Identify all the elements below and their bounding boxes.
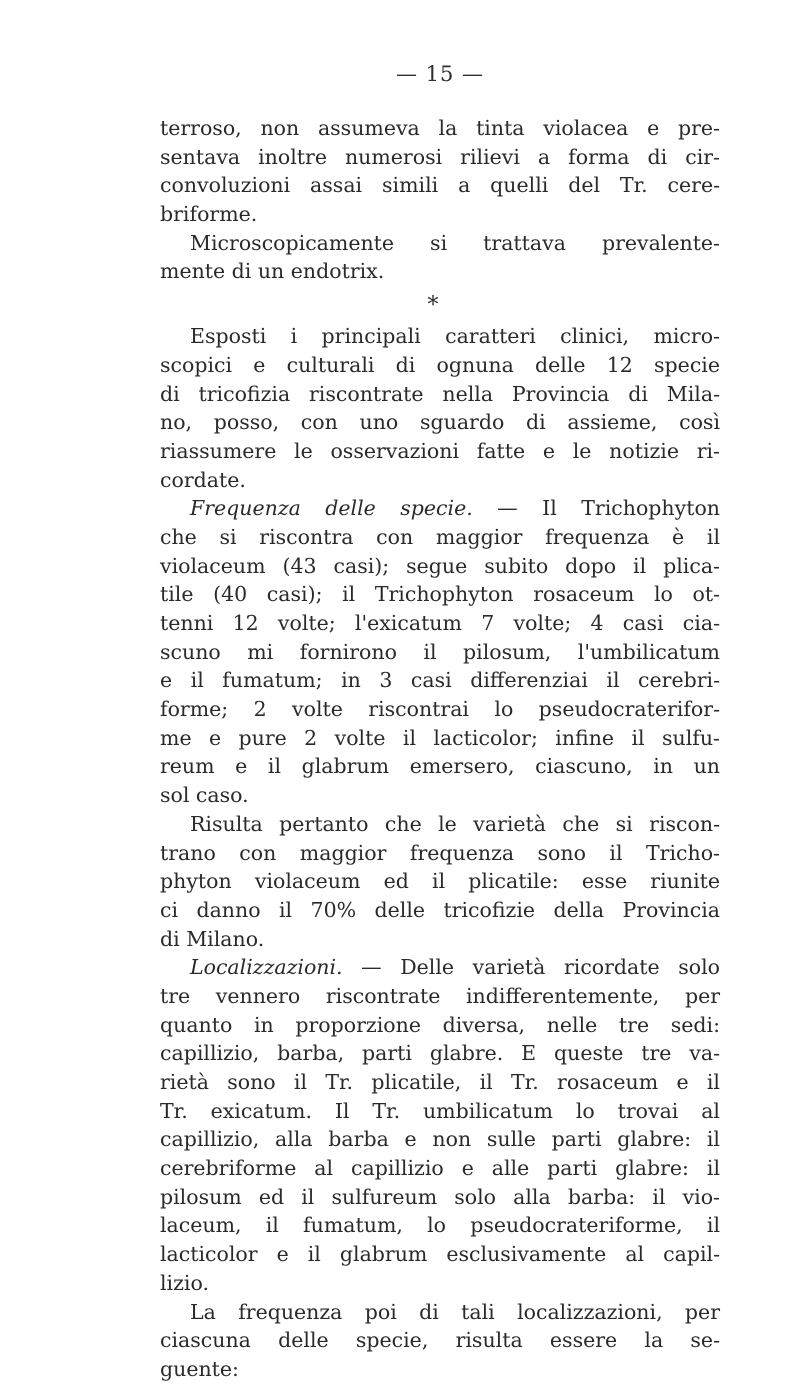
text-line: laceum, il fumatum, lo pseudocrateriforme, il	[160, 1213, 720, 1238]
section-heading-frequenza: Frequenza delle specie.	[190, 496, 473, 521]
text-line: trano con maggior frequenza sono il Tricho-	[160, 840, 720, 865]
text-line: riassumere le osservazioni fatte e le notizie ri-	[160, 438, 720, 463]
text-line: lacticolor e il glabrum esclusivamente al capil-	[160, 1242, 720, 1267]
text-line: lizio.	[160, 1270, 209, 1295]
text-line: convoluzioni assai simili a quelli del Tr. cere-	[160, 173, 720, 198]
text-line: guente:	[160, 1356, 239, 1381]
text-line: pilosum ed il sulfureum solo alla barba: il vio-	[160, 1184, 720, 1209]
paragraph-localizzazioni-first-line	[160, 953, 720, 982]
text-line: di Milano.	[160, 926, 265, 951]
text-line: tenni 12 volte; l'exicatum 7 volte; 4 casi cia-	[160, 611, 720, 635]
text-line: ciascuna delle specie, risulta essere la se-	[160, 1328, 720, 1353]
text-line: cerebriforme al capillizio e alle parti glabre: il	[160, 1156, 720, 1181]
text-line: che si riscontra con maggior frequenza è il	[160, 524, 720, 549]
text-line: ci danno il 70% delle tricofizie della Provincia	[160, 897, 720, 922]
page-number: — 15 —	[395, 62, 485, 86]
text-line: Tr. exicatum. Il Tr. umbilicatum lo trovai al	[160, 1098, 720, 1123]
body-text	[160, 114, 720, 1384]
text-line: forme; 2 volte riscontrai lo pseudocraterifor-	[160, 697, 720, 722]
text-line: Esposti i principali caratteri clinici, micro-	[190, 324, 720, 349]
text-line: violaceum (43 casi); segue subito dopo il plica-	[160, 553, 720, 578]
section-heading-localizzazioni: Localizzazioni.	[190, 955, 343, 980]
text-line: di tricofizia riscontrate nella Provincia di Mila-	[160, 381, 720, 406]
text-line: me e pure 2 volte il lacticolor; infine il sulfu-	[160, 725, 720, 750]
text-line: rietà sono il Tr. plicatile, il Tr. rosaceum e il	[160, 1070, 720, 1094]
text-line: La frequenza poi di tali localizzazioni, per	[190, 1299, 720, 1324]
text-line: phyton violaceum ed il plicatile: esse riunite	[160, 869, 720, 894]
text-line: tre vennero riscontrate indifferentemente, per	[160, 983, 720, 1008]
text-line: scuno mi fornirono il pilosum, l'umbilicatum	[160, 639, 720, 664]
text-line: Risulta pertanto che le varietà che si riscon-	[190, 811, 720, 836]
text-line: capillizio, alla barba e non sulle parti glabre: il	[160, 1127, 720, 1152]
text-line: Microscopicamente si trattava prevalente-	[190, 230, 720, 255]
text-line: sol caso.	[160, 783, 249, 808]
text-line: cordate.	[160, 467, 246, 492]
text-line: briforme.	[160, 202, 258, 227]
text-line: capillizio, barba, parti glabre. E queste tre va-	[160, 1041, 720, 1066]
text-fragment: — Delle varietà ricordate solo	[342, 955, 720, 980]
text-line: quanto in proporzione diversa, nelle tre sedi:	[160, 1012, 720, 1037]
text-line: sentava inoltre numerosi rilievi a forma di cir-	[160, 144, 720, 169]
text-line: scopici e culturali di ognuna delle 12 specie	[160, 352, 720, 377]
text-line: terroso, non assumeva la tinta violacea e pre-	[160, 116, 720, 140]
section-separator: *	[427, 293, 439, 319]
paragraph-frequenza-first-line	[160, 494, 720, 523]
text-line: e il fumatum; in 3 casi differenziai il cerebri-	[160, 668, 720, 693]
text-fragment: — Il Trichophyton	[472, 496, 720, 521]
text-line: mente di un endotrix.	[160, 259, 385, 284]
text-line: no, posso, con uno sguardo di assieme, così	[160, 410, 720, 435]
text-line: tile (40 casi); il Trichophyton rosaceum lo ot-	[160, 582, 720, 607]
text-line: reum e il glabrum emersero, ciascuno, in un	[160, 754, 720, 779]
